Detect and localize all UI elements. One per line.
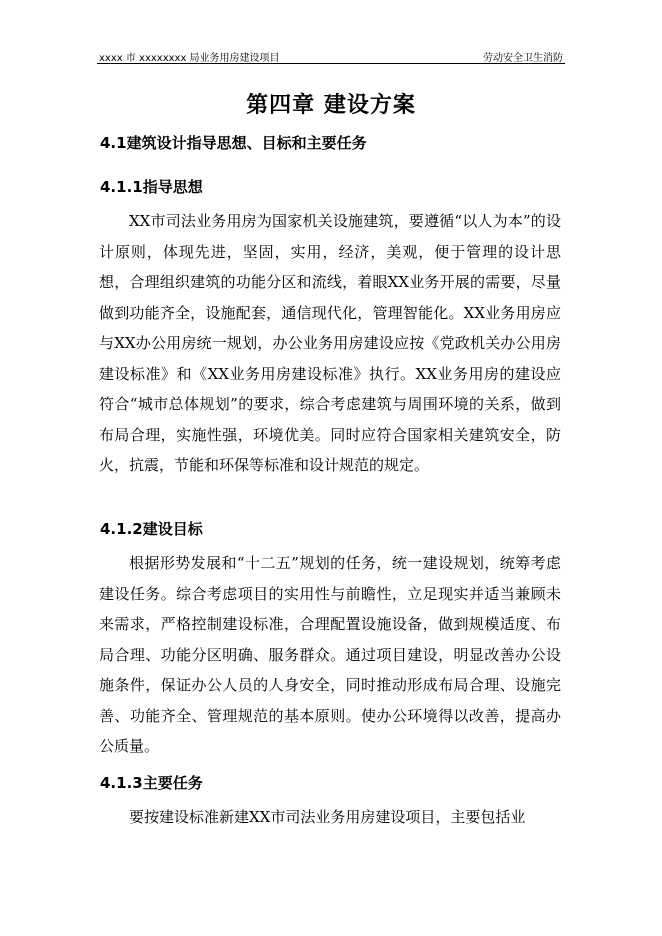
page-header	[97, 46, 565, 64]
header-project-name: xxxx 市 xxxxxxxx 局业务用房建设项目	[99, 53, 280, 64]
chapter-title: 第四章 建设方案	[246, 93, 416, 118]
section-heading: 4.1建筑设计指导思想、目标和主要任务	[100, 134, 367, 152]
header-section-name: 劳动安全卫生消防	[483, 53, 563, 64]
header-rule	[97, 63, 565, 64]
subsection-heading-tasks: 4.1.3主要任务	[100, 774, 203, 792]
paragraph-goals: 根据形势发展和“十二五”规划的任务，统一建设规划，统筹考虑建设任务。综合考虑项目的实用性与前瞻性，立足现实并适当兼顾未来需求，严格控制建设标准，合理配置设施设备，做到规模适度、布局合理、功能分区明确、服务群众。通过项目建设，明显改善办公设施条件，保证办公人员的人身安全，同时推动形成布局合理、设施完善、功能齐全、管理规范的基本原则。使办公环境得以改善，提高办公质量。	[99, 554, 561, 755]
paragraph-guiding-ideas: XX市司法业务用房为国家机关设施建筑，要遵循“以人为本”的设计原则，体现先进，坚固，实用，经济，美观，便于管理的设计思想，合理组织建筑的功能分区和流线，着眼XX业务开展的需要，尽量做到功能齐全，设施配套，通信现代化，管理智能化。XX业务用房应与XX办公用房统一规划，办公业务用房建设应按《党政机关办公用房建设标准》和《XX业务用房建设标准》执行。XX业务用房的建设应符合“城市总体规划”的要求，综合考虑建筑与周围环境的关系，做到布局合理，实施性强，环境优美。同时应符合国家相关建筑安全，防火，抗震，节能和环保等标准和设计规范的规定。	[99, 212, 561, 474]
subsection-heading-guiding-ideas: 4.1.1指导思想	[100, 178, 203, 196]
subsection-heading-goals: 4.1.2建设目标	[100, 520, 203, 538]
paragraph-tasks: 要按建设标准新建XX市司法业务用房建设项目，主要包括业	[129, 808, 526, 826]
